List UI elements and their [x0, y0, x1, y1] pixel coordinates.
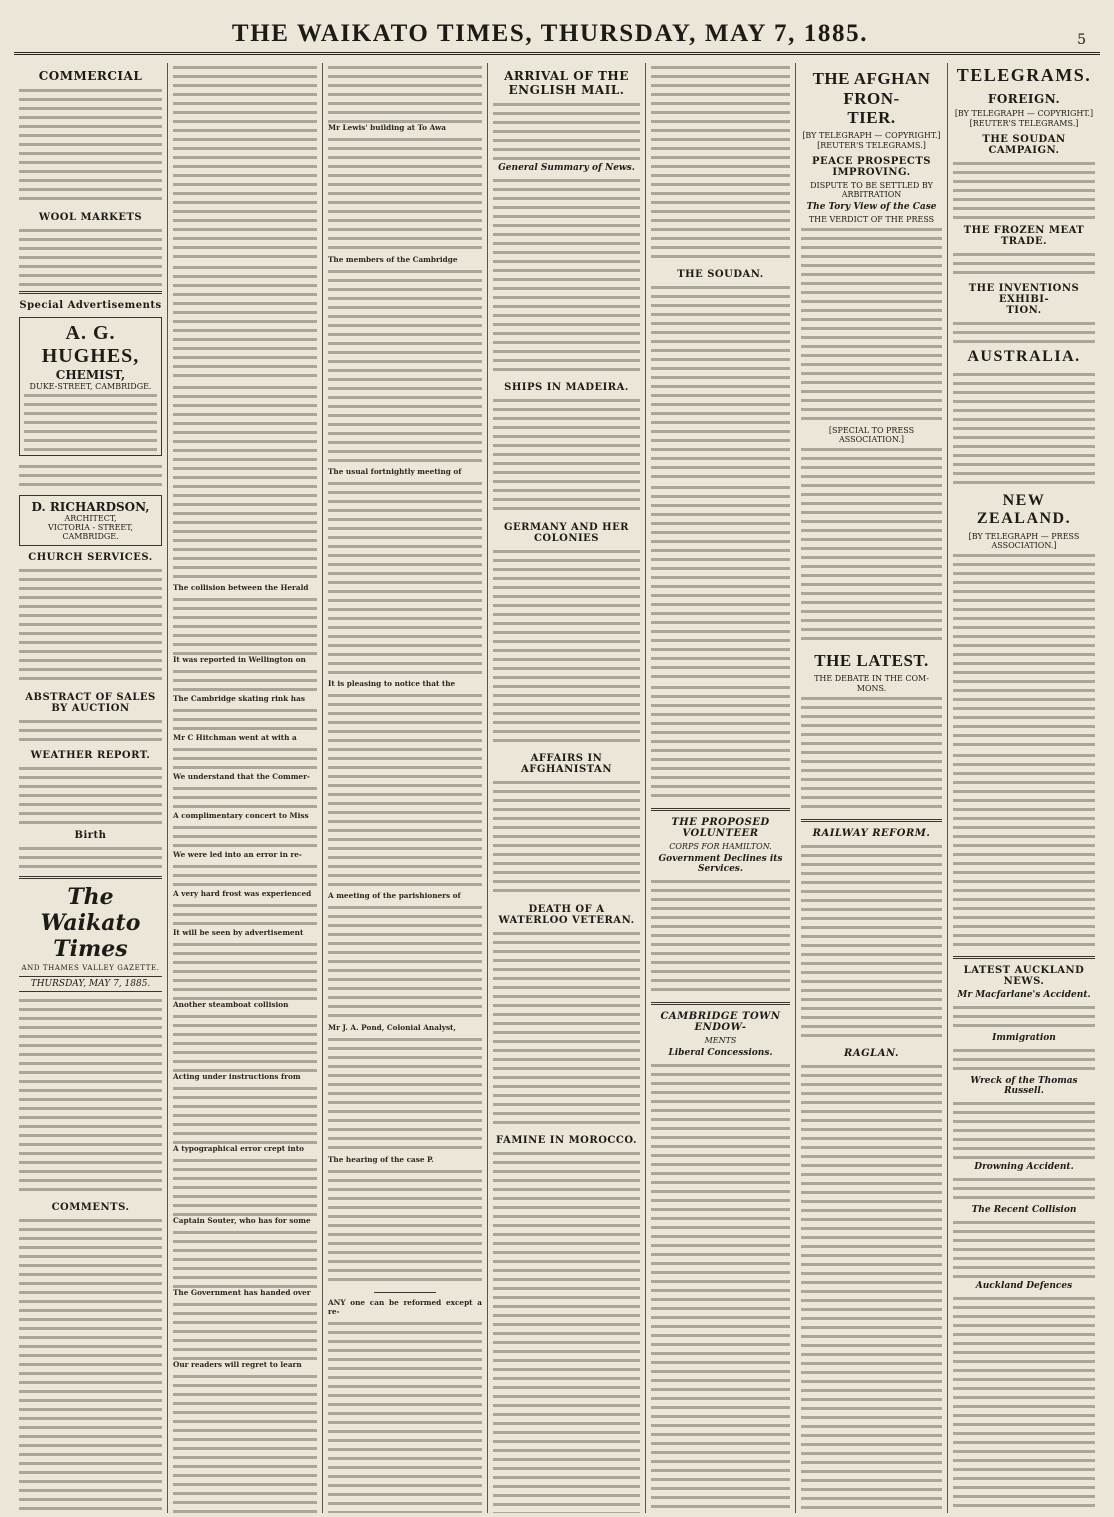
text-block — [19, 566, 162, 686]
heading-defences: Auckland Defences — [975, 1281, 1073, 1291]
column-4 — [488, 63, 646, 1513]
text-block — [173, 667, 317, 694]
byline-press-assoc: [BY TELEGRAPH — PRESS ASSOCIATION.] — [968, 532, 1080, 550]
byline-agency: [REUTER'S TELEGRAMS.] — [817, 141, 926, 150]
heading-declines: Government Declines its Services. — [658, 854, 783, 874]
divider — [374, 1292, 436, 1293]
byline-telegraph: [BY TELEGRAPH — COPYRIGHT.] — [802, 131, 941, 140]
heading-soudan-campaign: THE SOUDAN CAMPAIGN. — [982, 134, 1066, 156]
text-block — [19, 86, 162, 206]
heading-foreign: FOREIGN. — [987, 92, 1061, 106]
para-head-skating: The Cambridge skating rink has — [173, 694, 305, 703]
heading-drowning: Drowning Accident. — [974, 1162, 1074, 1172]
heading-latest-auckland: LATEST AUCKLAND NEWS. — [963, 965, 1085, 987]
heading-debate-2: MONS. — [856, 684, 887, 693]
heading-afghan: THE AFGHAN FRON- — [812, 69, 931, 108]
page-number: 5 — [1077, 32, 1086, 48]
text-block — [953, 551, 1095, 751]
heading-recent-collision: The Recent Collision — [971, 1205, 1077, 1215]
text-block — [173, 595, 317, 655]
text-block — [953, 370, 1095, 490]
heading-raglan: RAGLAN. — [844, 1048, 899, 1059]
text-block — [801, 694, 942, 814]
column-5 — [646, 63, 796, 1513]
text-block — [19, 462, 162, 489]
heading-volunteer: THE PROPOSED VOLUNTEER — [671, 817, 770, 839]
text-block — [328, 903, 482, 1023]
text-block — [953, 1175, 1095, 1202]
para-head-pond: Mr J. A. Pond, Colonial Analyst, — [328, 1023, 456, 1032]
heading-special-ads: Special Advertisements — [19, 300, 162, 311]
heading-macfarlane: Mr Macfarlane's Accident. — [957, 990, 1091, 1000]
text-block — [173, 263, 317, 383]
para-head-wellington: It was reported in Wellington on — [173, 655, 306, 664]
text-block — [493, 396, 640, 516]
text-block — [493, 929, 640, 1129]
text-block — [651, 683, 790, 803]
para-head-collision: The collision between the Herald — [173, 583, 309, 592]
para-head-souter: Captain Souter, who has for some — [173, 1216, 311, 1225]
heading-endowments-2: MENTS — [704, 1036, 737, 1045]
byline-special: [SPECIAL TO PRESS ASSOCIATION.] — [828, 426, 915, 444]
heading-afghan-2: TIER. — [847, 108, 896, 127]
text-block — [19, 844, 162, 871]
text-block — [173, 1156, 317, 1216]
text-block — [173, 784, 317, 811]
para-head-readers: Our readers will regret to learn — [173, 1360, 302, 1369]
text-block — [173, 383, 317, 583]
ad-hughes — [19, 317, 162, 456]
text-block — [19, 226, 162, 286]
text-block — [19, 717, 162, 744]
paper-logo: The Waikato Times — [40, 884, 141, 962]
para-head-error: We were led into an error in re- — [173, 850, 302, 859]
para-head-pleasing: It is pleasing to notice that the — [328, 679, 456, 688]
para-head-hearing: The hearing of the case P. — [328, 1155, 434, 1164]
text-block — [173, 901, 317, 928]
text-block — [328, 479, 482, 679]
text-block — [953, 1218, 1095, 1278]
heading-immigration: Immigration — [992, 1033, 1056, 1043]
byline-copyright: [BY TELEGRAPH — COPYRIGHT.] — [954, 109, 1094, 118]
text-block — [953, 159, 1095, 219]
ad-richardson-name: D. RICHARDSON, — [31, 500, 150, 514]
divider — [801, 819, 942, 822]
text-block — [651, 1061, 790, 1513]
heading-verdict: THE VERDICT OF THE PRESS — [808, 215, 935, 224]
heading-exhibition: THE INVENTIONS EXHIBI- — [968, 283, 1080, 305]
para-head-parishioners: A meeting of the parishioners of — [328, 891, 461, 900]
para-head-commercial: We understand that the Commer- — [173, 772, 310, 781]
text-block — [173, 1228, 317, 1288]
heading-commercial: COMMERCIAL — [38, 69, 143, 83]
text-block — [801, 445, 942, 645]
heading-telegrams: TELEGRAMS. — [956, 65, 1092, 85]
text-block — [19, 1216, 162, 1513]
heading-wreck: Wreck of the Thomas Russell. — [970, 1076, 1078, 1096]
text-block — [173, 1012, 317, 1072]
para-head-advertisement: It will be seen by advertisement — [173, 928, 304, 937]
heading-concessions: Liberal Concessions. — [668, 1048, 773, 1058]
para-head-collision-2: Another steamboat collision — [173, 1000, 289, 1009]
heading-soudan: THE SOUDAN. — [677, 269, 764, 280]
text-block — [328, 691, 482, 891]
divider — [953, 956, 1095, 959]
byline-reuters: [REUTER'S TELEGRAMS.] — [969, 119, 1079, 128]
divider — [651, 808, 790, 811]
text-block — [953, 1003, 1095, 1030]
divider — [19, 291, 162, 294]
text-block — [328, 1035, 482, 1155]
heading-wool-markets: WOOL MARKETS — [38, 212, 143, 223]
text-block — [953, 1046, 1095, 1073]
para-head-lewis: Mr Lewis' building at To Awa — [328, 123, 446, 132]
heading-dispute: DISPUTE TO BE SETTLED BY ARBITRATION — [810, 181, 933, 199]
ad-hughes-role: CHEMIST, — [55, 368, 126, 382]
heading-comments: COMMENTS. — [51, 1202, 130, 1213]
text-block — [328, 1167, 482, 1287]
para-head-government: The Government has handed over — [173, 1288, 311, 1297]
heading-afghanistan: AFFAIRS IN AFGHANISTAN — [521, 753, 612, 775]
text-block — [651, 483, 790, 683]
text-block — [493, 176, 640, 376]
text-block — [493, 778, 640, 898]
text-block — [953, 1294, 1095, 1513]
heading-volunteer-sub: CORPS FOR HAMILTON. — [669, 842, 772, 851]
text-block — [493, 100, 640, 160]
para-head-fortnightly: The usual fortnightly meeting of — [328, 467, 462, 476]
heading-australia: AUSTRALIA. — [967, 348, 1081, 365]
text-block — [493, 547, 640, 747]
text-block — [651, 63, 790, 263]
text-block — [173, 1372, 317, 1513]
text-block — [173, 1084, 317, 1144]
text-block — [493, 1149, 640, 1513]
text-block — [173, 745, 317, 772]
para-head-members: The members of the Cambridge — [328, 255, 458, 264]
masthead — [14, 0, 1100, 55]
ad-richardson-addr: VICTORIA - STREET, CAMBRIDGE. — [48, 523, 133, 541]
text-block — [328, 1319, 482, 1513]
text-block — [651, 283, 790, 483]
heading-birth: Birth — [74, 830, 107, 841]
heading-morocco: FAMINE IN MOROCCO. — [496, 1135, 637, 1146]
text-block — [801, 225, 942, 425]
heading-waterloo: DEATH OF A WATERLOO VETERAN. — [498, 904, 635, 926]
text-block — [173, 1300, 317, 1360]
para-head-typo: A typographical error crept into — [173, 1144, 304, 1153]
heading-germany: GERMANY AND HER COLONIES — [504, 522, 629, 544]
divider — [651, 1002, 790, 1005]
heading-railway: RAILWAY REFORM. — [812, 828, 931, 839]
para-head-hitchman: Mr C Hitchman went at with a — [173, 733, 297, 742]
column-2 — [168, 63, 323, 1513]
heading-meat-trade: THE FROZEN MEAT TRADE. — [963, 225, 1085, 247]
text-block — [328, 63, 482, 123]
heading-summary: General Summary of News. — [498, 163, 635, 173]
column-7 — [948, 63, 1100, 1513]
paper-tagline: AND THAMES VALLEY GAZETTE. — [21, 964, 160, 972]
text-block — [801, 842, 942, 1042]
heading-latest: THE LATEST. — [814, 651, 929, 670]
text-block — [173, 862, 317, 889]
text-block — [953, 751, 1095, 951]
text-block — [173, 823, 317, 850]
text-block — [953, 1099, 1095, 1159]
heading-exhibition-2: TION. — [1006, 305, 1042, 316]
heading-ships: SHIPS IN MADEIRA. — [504, 382, 629, 393]
heading-debate: THE DEBATE IN THE COM- — [814, 674, 929, 683]
text-block — [953, 250, 1095, 277]
text-block — [24, 391, 157, 451]
text-block — [173, 706, 317, 733]
text-block — [651, 877, 790, 997]
column-1 — [14, 63, 168, 1513]
para-head-concert: A complimentary concert to Miss — [173, 811, 309, 820]
column-3 — [323, 63, 488, 1513]
divider — [19, 876, 162, 879]
heading-peace: PEACE PROSPECTS IMPROVING. — [812, 156, 931, 178]
masthead-title: THE WAIKATO TIMES, THURSDAY, MAY 7, 1885. — [231, 20, 869, 47]
text-block — [328, 267, 482, 467]
para-head-frost: A very hard frost was experienced — [173, 889, 312, 898]
text-block — [328, 135, 482, 255]
issue-date: THURSDAY, MAY 7, 1885. — [19, 976, 162, 992]
text-block — [173, 63, 317, 263]
para-head-acting: Acting under instructions from — [173, 1072, 301, 1081]
heading-tory: The Tory View of the Case — [806, 202, 937, 212]
heading-english-mail: ARRIVAL OF THE ENGLISH MAIL. — [504, 69, 629, 97]
ad-hughes-addr: DUKE-STREET, CAMBRIDGE. — [29, 382, 152, 391]
text-block — [801, 1062, 942, 1513]
text-block — [953, 319, 1095, 346]
ad-hughes-name: A. G. HUGHES, — [41, 322, 140, 367]
heading-new-zealand: NEW ZEALAND. — [976, 492, 1072, 527]
text-block — [19, 764, 162, 824]
heading-abstract-sales: ABSTRACT OF SALES BY AUCTION — [25, 692, 156, 714]
heading-endowments: CAMBRIDGE TOWN ENDOW- — [660, 1011, 781, 1033]
heading-church-services: CHURCH SERVICES. — [28, 552, 153, 563]
columns — [14, 63, 1100, 1513]
ad-richardson-role: ARCHITECT, — [64, 514, 117, 523]
column-6 — [796, 63, 948, 1513]
para-head-reformed: ANY one can be reformed except a re- — [328, 1298, 482, 1316]
heading-weather: WEATHER REPORT. — [30, 750, 151, 761]
text-block — [173, 940, 317, 1000]
ad-richardson — [19, 495, 162, 546]
text-block — [19, 996, 162, 1196]
